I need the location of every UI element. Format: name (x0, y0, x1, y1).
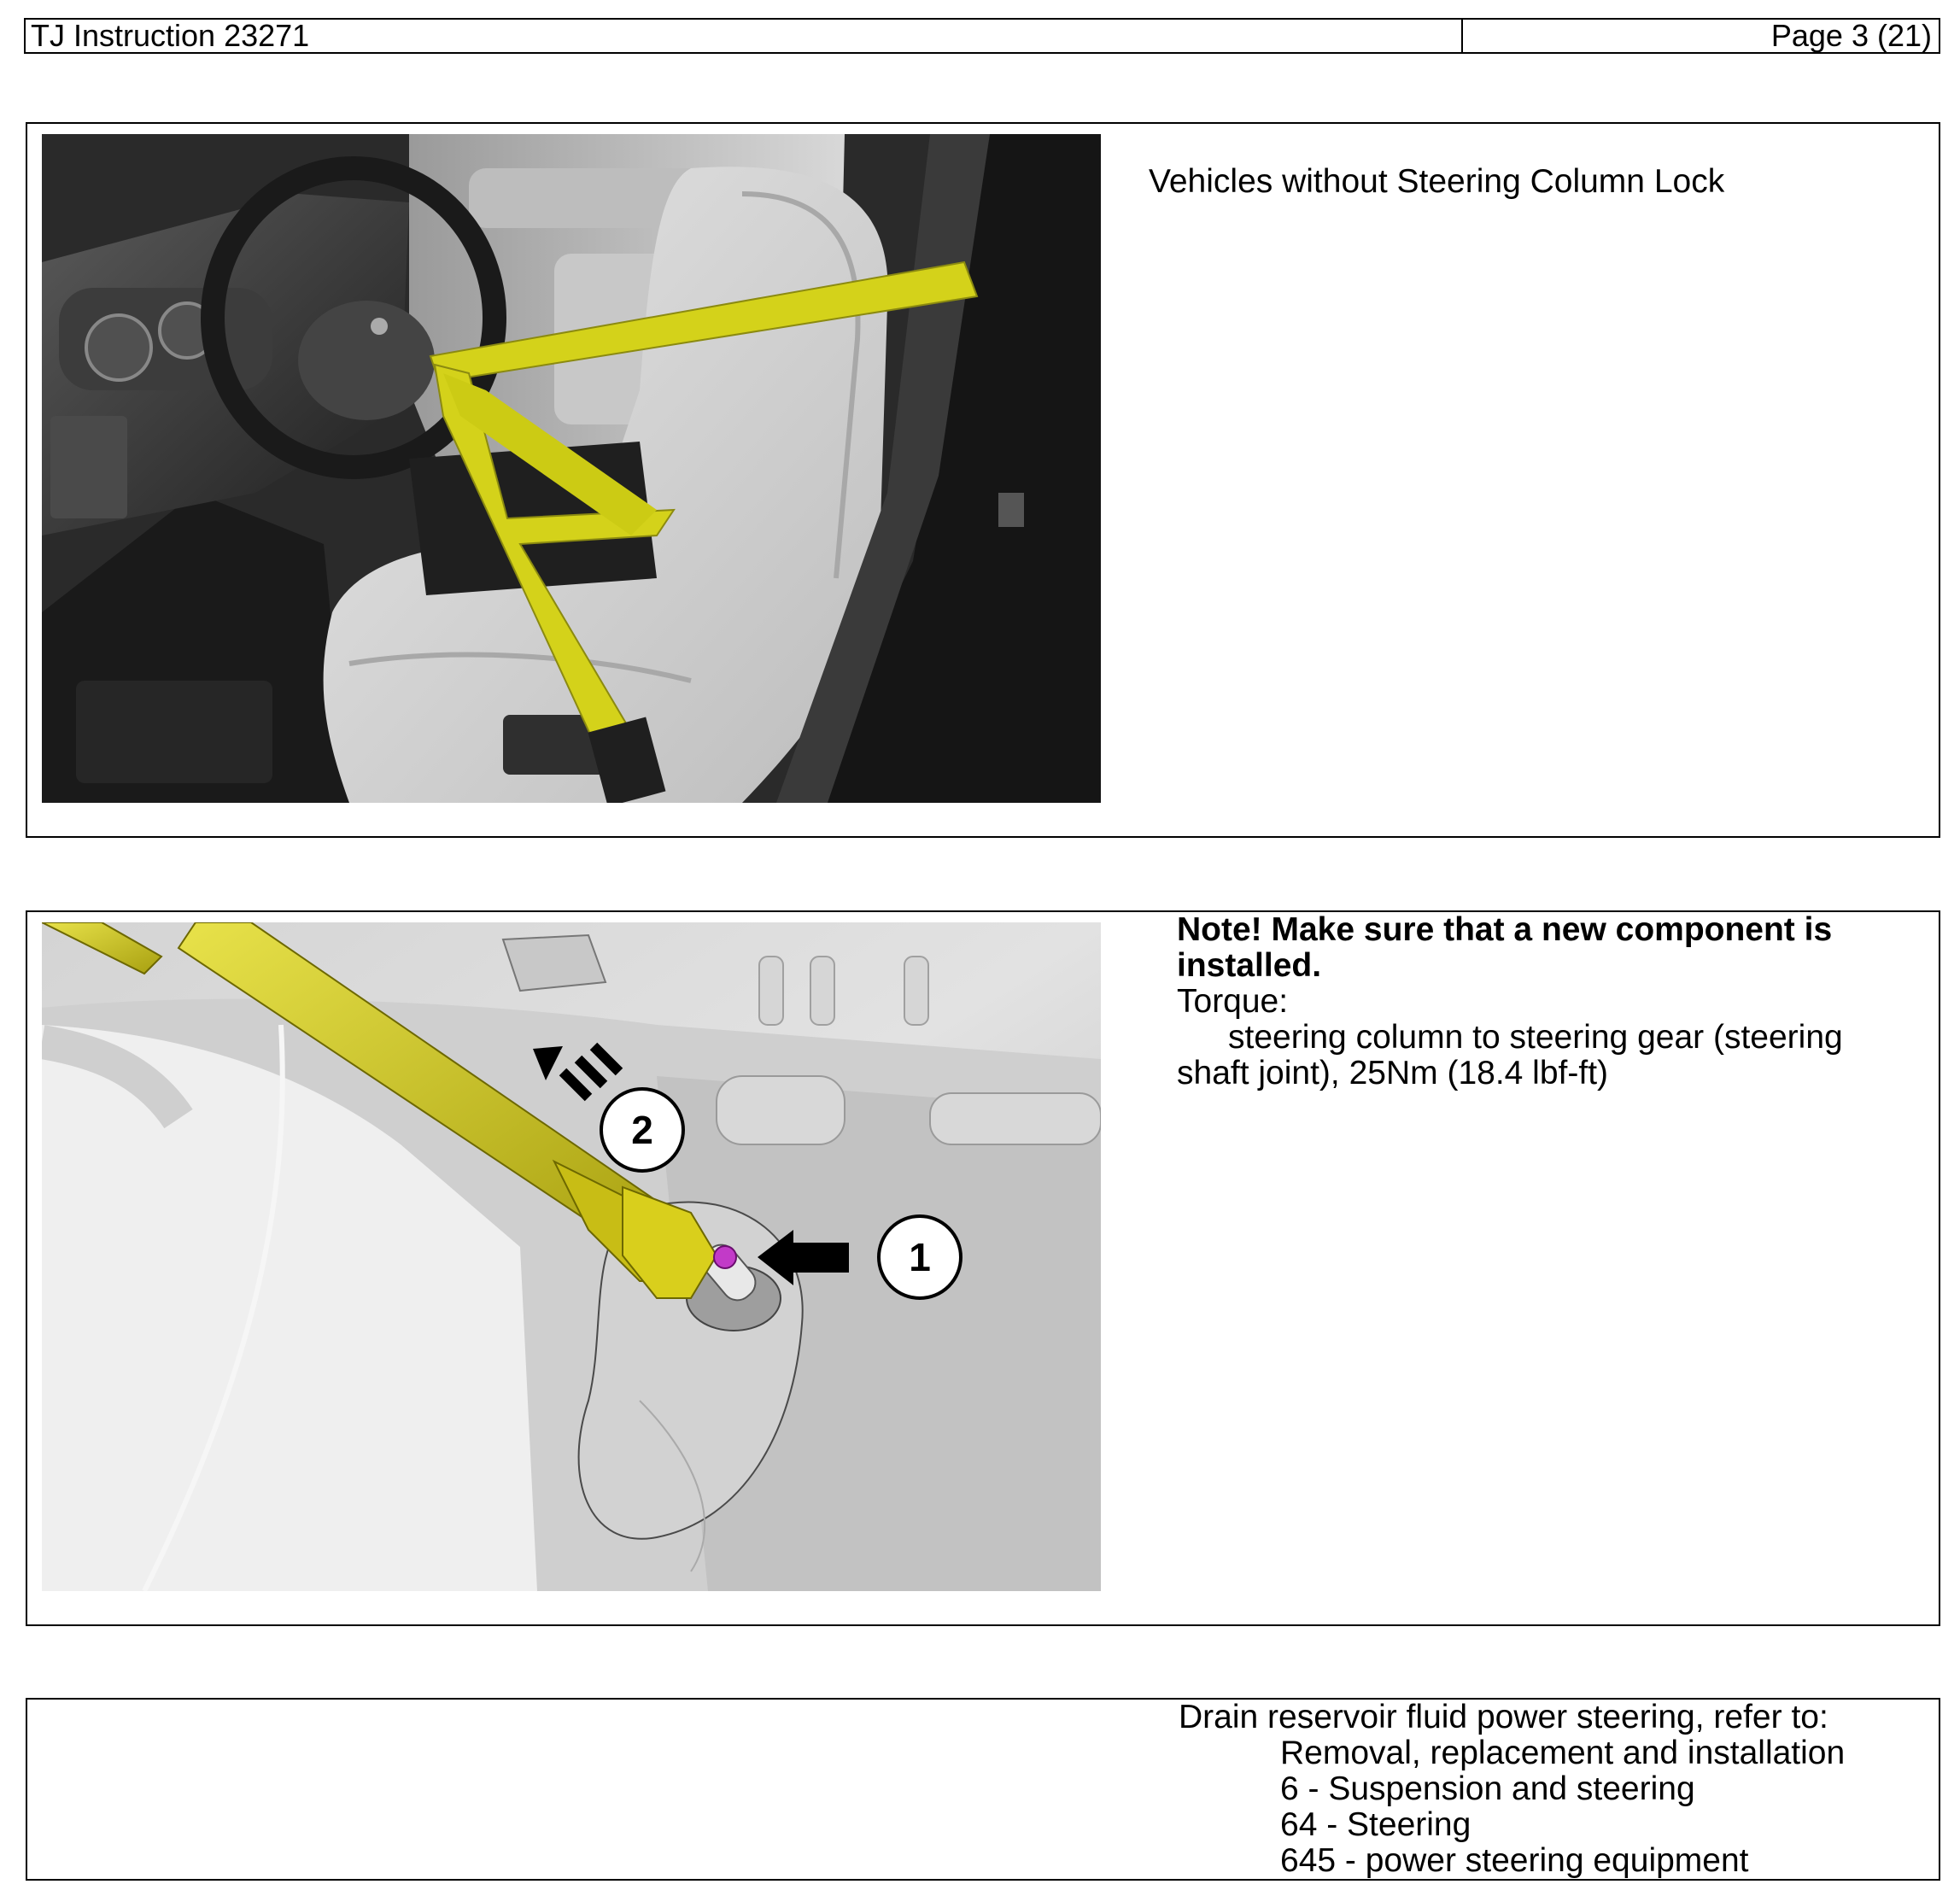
step-3-text (1179, 1700, 1930, 1879)
car-interior-photo (42, 134, 1101, 803)
page-header (24, 18, 1940, 54)
step-2-text (1177, 912, 1911, 1091)
callout-1-label: 1 (909, 1235, 931, 1279)
doc-title: TJ Instruction 23271 (26, 20, 1463, 52)
steering-shaft-illustration (42, 922, 1101, 1591)
torque-line-1: steering column to steering gear (steering (1228, 1019, 1843, 1056)
torque-line-2: shaft joint), 25Nm (18.4 lbf-ft) (1177, 1055, 1609, 1091)
torque-label: Torque: (1177, 983, 1289, 1020)
step-3-panel (26, 1698, 1940, 1881)
step-2-panel (26, 910, 1940, 1626)
page-number: Page 3 (21) (1770, 18, 1932, 53)
note-line-1: Note! Make sure that a new component is (1177, 911, 1833, 948)
step-3-line-3: 6 - Suspension and steering (1280, 1770, 1695, 1807)
note-line-2: installed. (1177, 947, 1322, 984)
step-3-line-1: Drain reservoir fluid power steering, refer to: (1179, 1699, 1828, 1735)
step-3-line-4: 64 - Steering (1280, 1806, 1471, 1843)
step-3-line-2: Removal, replacement and installation (1280, 1735, 1846, 1771)
step-1-panel (26, 122, 1940, 838)
step-1-text: Vehicles without Steering Column Lock (1149, 163, 1725, 200)
step-3-line-5: 645 - power steering equipment (1280, 1842, 1749, 1879)
callout-2-label: 2 (631, 1108, 653, 1152)
